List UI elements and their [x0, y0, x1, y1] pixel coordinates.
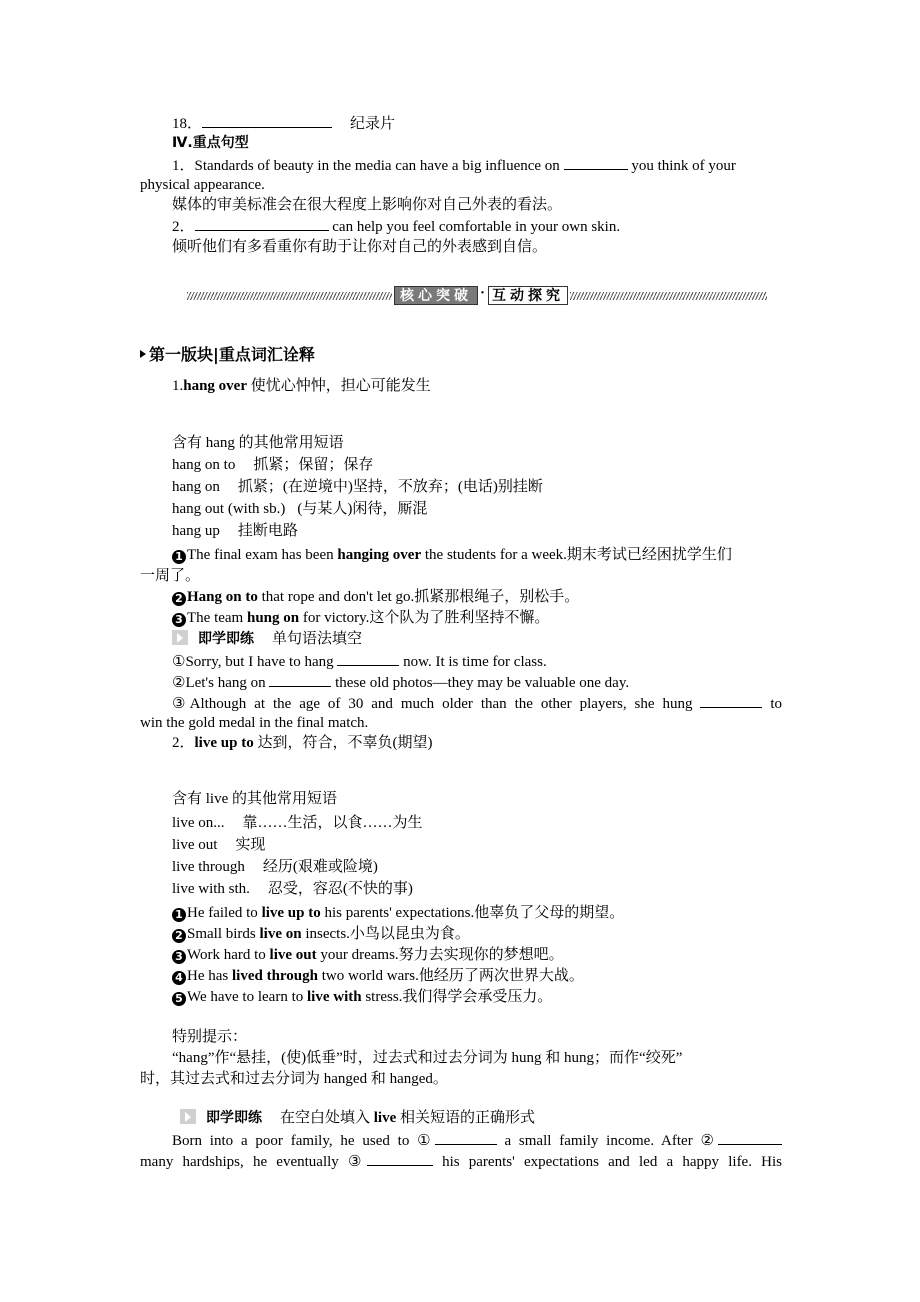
item-meaning: 纪录片: [350, 116, 396, 132]
live-phrases-title: 含有 live 的其他常用短语: [172, 791, 337, 807]
hang-example-3: 3 The team hung on for victory.这个队为了胜利坚持不懈。: [172, 608, 782, 628]
banner-dot: ·: [480, 285, 486, 301]
special-note-title: 特别提示：: [172, 1029, 248, 1045]
section-1-title: 第一版块|重点词汇诠释: [140, 344, 315, 366]
answer-blank[interactable]: [718, 1130, 782, 1145]
hang-question-1: ①Sorry, but I have to hang now. It is time for class.: [172, 651, 782, 672]
hatch-divider-left: [187, 292, 392, 300]
key-sentence-1: 1．Standards of beauty in the media can have a big influence on you think of your: [172, 155, 782, 176]
circled-number-1-icon: 1: [172, 550, 186, 564]
section-banner: [187, 285, 767, 307]
answer-blank[interactable]: [435, 1130, 497, 1145]
live-example-4: 4 He has lived through two world wars.他经历了两次世界大战。: [172, 966, 782, 986]
phrase-row: live through 经历(艰难或险境): [172, 859, 378, 875]
live-example-2: 2 Small birds live on insects.小鸟以昆虫为食。: [172, 924, 782, 944]
answer-blank[interactable]: [367, 1151, 433, 1166]
phrase-row: hang out (with sb.) (与某人)闲待，厮混: [172, 501, 428, 517]
phrase-row: hang on to 抓紧；保留；保存: [172, 457, 374, 473]
triangle-bullet-icon: [140, 350, 146, 358]
circled-number-2-icon: 2: [172, 929, 186, 943]
answer-blank[interactable]: [202, 113, 332, 128]
special-note-line-2: 时，其过去式和过去分词为 hanged 和 hanged。: [140, 1071, 448, 1087]
special-note-line-1: “hang”作“悬挂，(使)低垂”时，过去式和过去分词为 hung 和 hung；而作“绞死”: [172, 1050, 683, 1066]
answer-blank[interactable]: [564, 155, 628, 170]
live-example-5: 5 We have to learn to live with stress.我们得学会承受压力。: [172, 987, 782, 1007]
key-sentence-1-translation: 媒体的审美标准会在很大程度上影响你对自己外表的看法。: [172, 197, 563, 213]
hang-example-1: 1 The final exam has been hanging over the students for a week.期末考试已经困扰学生们: [172, 545, 782, 565]
hatch-divider-right: [570, 292, 767, 300]
circled-number-4-icon: 4: [172, 971, 186, 985]
live-example-3: 3 Work hard to live out your dreams.努力去实现你的梦想吧。: [172, 945, 782, 965]
phrase-row: live on... 靠……生活，以食……为生: [172, 815, 423, 831]
hang-example-2: 2 Hang on to that rope and don't let go.抓紧那根绳子，别松手。: [172, 587, 782, 607]
vocab-head-hang-over: 1.hang over 使忧心忡忡，担心可能发生: [172, 378, 431, 394]
answer-blank[interactable]: [337, 651, 399, 666]
phrase-row: hang up 挂断电路: [172, 523, 298, 539]
answer-blank[interactable]: [195, 216, 329, 231]
circled-number-1-icon: 1: [172, 908, 186, 922]
hang-question-2: ②Let's hang on these old photos—they may be valuable one day.: [172, 672, 782, 693]
hang-example-1-cont: 一周了。: [140, 568, 201, 584]
play-arrow-icon: [180, 1109, 196, 1124]
hang-phrases-title: 含有 hang 的其他常用短语: [172, 435, 344, 451]
phrase-row: live out 实现: [172, 837, 266, 853]
live-passage-line-2: many hardships, he eventually ③ his parents' expectations and led a happy life. His: [140, 1151, 782, 1172]
phrase-row: live with sth. 忍受，容忍(不快的事): [172, 881, 413, 897]
banner-label-explore: 互动探究: [488, 286, 568, 305]
circled-number-3-icon: 3: [172, 950, 186, 964]
vocab-item-18: [172, 113, 782, 134]
section-4-title: Ⅳ.重点句型: [172, 135, 249, 151]
live-example-1: 1 He failed to live up to his parents' expectations.他辜负了父母的期望。: [172, 903, 782, 923]
answer-blank[interactable]: [700, 693, 762, 708]
circled-number-5-icon: 5: [172, 992, 186, 1006]
key-sentence-2: 2． can help you feel comfortable in your own skin.: [172, 216, 782, 237]
circled-number-3-icon: 3: [172, 613, 186, 627]
phrase-row: hang on 抓紧；(在逆境中)坚持，不放弃；(电话)别挂断: [172, 479, 543, 495]
live-passage-line-1: Born into a poor family, he used to ① a small family income. After ②: [172, 1130, 782, 1151]
vocab-head-live-up-to: 2．live up to 达到，符合，不辜负(期望): [172, 735, 433, 751]
item-number: 18．: [172, 116, 203, 132]
hang-question-3-cont: win the gold medal in the final match.: [140, 715, 369, 731]
answer-blank[interactable]: [269, 672, 331, 687]
hang-question-3: ③Although at the age of 30 and much older than the other players, she hung to: [172, 693, 782, 714]
key-sentence-2-translation: 倾听他们有多看重你有助于让你对自己的外表感到自信。: [172, 239, 548, 255]
live-practice-header: 即学即练 在空白处填入 live 相关短语的正确形式: [180, 1108, 780, 1128]
banner-label-core: 核心突破: [394, 286, 478, 305]
circled-number-2-icon: 2: [172, 592, 186, 606]
key-sentence-1-cont: physical appearance.: [140, 177, 265, 193]
play-arrow-icon: [172, 630, 188, 645]
hang-practice-header: 即学即练 单句语法填空: [172, 629, 782, 649]
